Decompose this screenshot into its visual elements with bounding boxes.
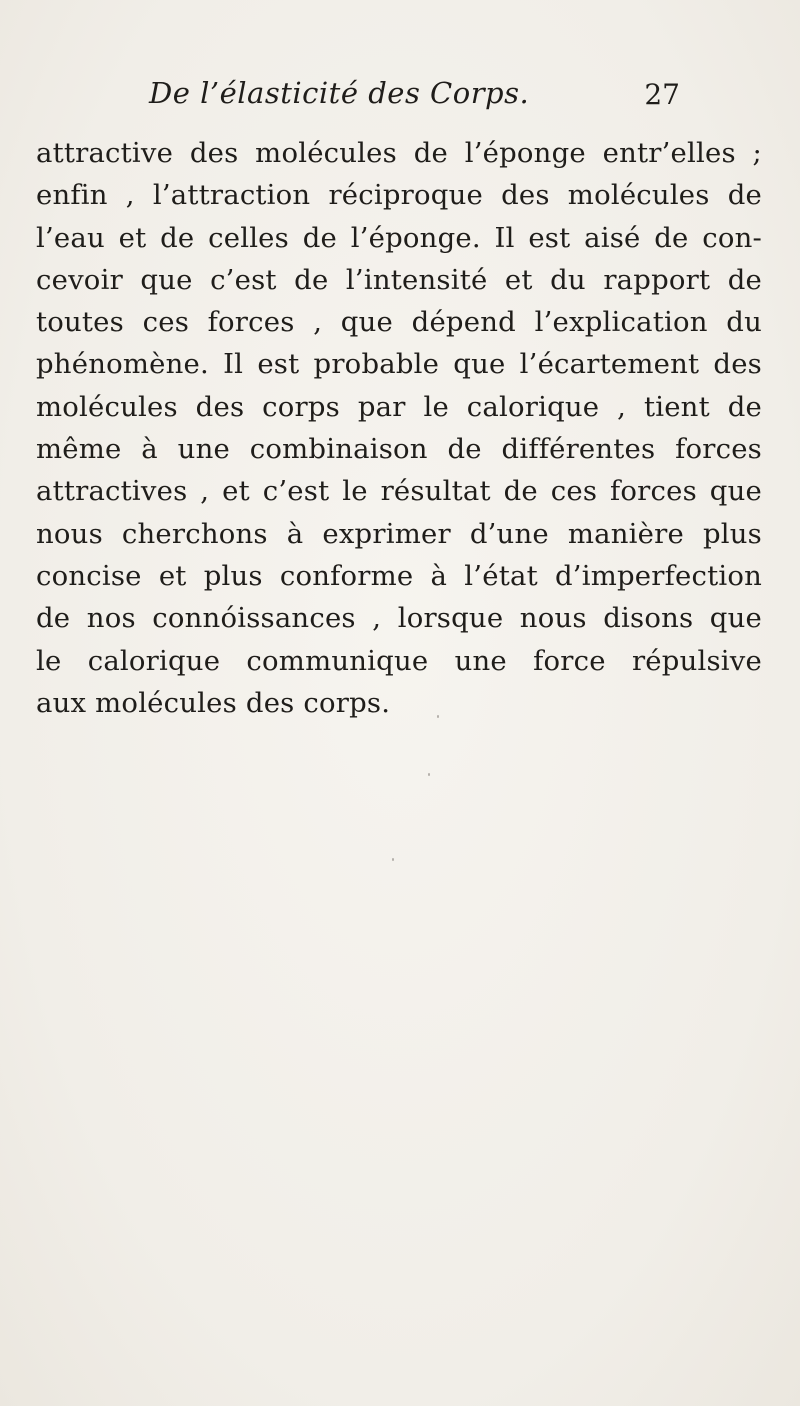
paper-speck xyxy=(428,773,430,776)
text-line: le calorique communique une force répulsive xyxy=(36,644,762,677)
text-line: l’eau et de celles de l’éponge. Il est aisé de con- xyxy=(36,221,762,254)
page-header xyxy=(140,76,680,116)
text-line: concise et plus conforme à l’état d’imperfection xyxy=(36,559,762,592)
text-line-last: aux molécules des corps. xyxy=(36,686,391,719)
body-paragraph xyxy=(36,132,762,724)
paper-speck xyxy=(437,715,439,718)
text-line: même à une combinaison de différentes forces xyxy=(36,433,762,466)
page-number: 27 xyxy=(644,78,680,111)
text-line: attractives , et c’est le résultat de ces forces que xyxy=(36,475,762,508)
text-line: enfin , l’attraction réciproque des molécules de xyxy=(36,179,762,212)
text-line: cevoir que c’est de l’intensité et du rapport de xyxy=(36,263,762,296)
text-line: nous cherchons à exprimer d’une manière plus xyxy=(36,517,762,550)
text-line: attractive des molécules de l’éponge entr’elles ; xyxy=(36,137,762,169)
running-title: De l’élasticité des Corps. xyxy=(149,76,530,110)
text-line: phénomène. Il est probable que l’écartement des xyxy=(36,348,762,381)
text-line: toutes ces forces , que dépend l’explication du xyxy=(36,306,762,339)
text-line: molécules des corps par le calorique , tient de xyxy=(36,390,762,423)
text-line: de nos connóissances , lorsque nous disons que xyxy=(36,602,762,635)
paper-speck xyxy=(392,858,394,861)
